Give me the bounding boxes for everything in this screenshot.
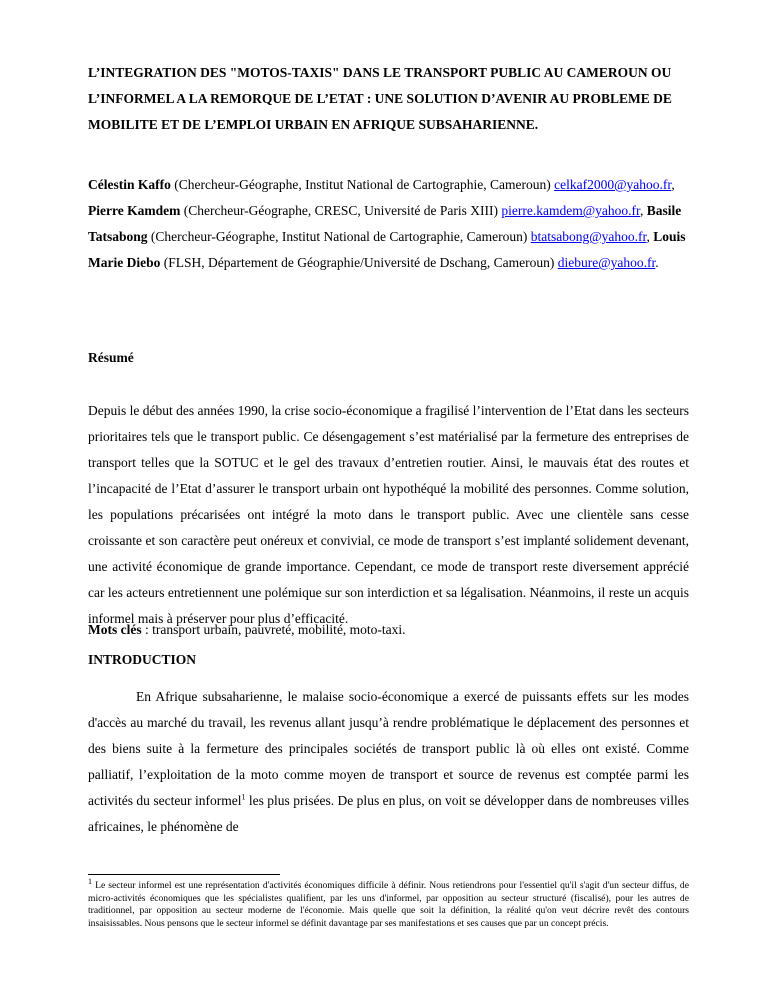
author-separator: , [646, 229, 654, 244]
author-name: Basile Tatsabong [88, 203, 682, 244]
footnote-divider [88, 874, 280, 875]
introduction-heading: INTRODUCTION [88, 652, 197, 667]
footnote-number: 1 [88, 876, 92, 886]
introduction-text [88, 684, 689, 840]
paper-title: L’INTEGRATION DES "MOTOS-TAXIS" DANS LE TRANSPORT PUBLIC AU CAMEROUN OU L’INFORMEL A LA REMORQUE DE L’ETAT : UNE SOLUTION D’AVENIR AU PROBLEME DE MOBILITE ET DE L’EMPLOI URBAIN EN AFRIQUE SUBSAHARIENNE. [88, 65, 672, 132]
author-email-link[interactable]: pierre.kamdem@yahoo.fr [501, 203, 640, 218]
author-block [88, 172, 698, 276]
author-separator: , [639, 203, 647, 218]
keywords [88, 622, 689, 638]
abstract-heading: Résumé [88, 350, 134, 365]
author-email-link[interactable]: btatsabong@yahoo.fr [530, 229, 647, 244]
author-email-link[interactable]: diebure@yahoo.fr [557, 255, 656, 270]
footnote-reference: 1 [241, 792, 246, 802]
author-affiliation: (FLSH, Département de Géographie/Université de Dschang, Cameroun) [160, 255, 558, 270]
author-name: Louis Marie Diebo [88, 229, 686, 270]
author-affiliation: (Chercheur-Géographe, CRESC, Université de Paris XIII) [180, 203, 502, 218]
intro-text-after: les plus prisées. De plus en plus, on voit se développer dans de nombreuses villes africaines, le phénomène de [88, 793, 689, 834]
author-separator: , [671, 177, 675, 192]
author-separator: . [655, 255, 659, 270]
author-name: Célestin Kaffo [88, 177, 171, 192]
abstract-text: Depuis le début des années 1990, la crise socio-économique a fragilisé l’intervention de l’Etat dans les secteurs prioritaires tels que le transport public. Ce désengagement s’est matérialisé par la fermeture des entreprises de transport telles que la SOTUC et le gel des travaux d’entretien routier. Ainsi, le mauvais état des routes et l’incapacité de l’Etat d’assurer le transport urbain ont hypothéqué la mobilité des personnes. Comme solution, les populations précarisées ont intégré la moto dans le transport public. Avec une clientèle sans cesse croissante et son caractère peut onéreux et convivial, ce mode de transport s’est implanté solidement devenant, une activité économique de grande importance. Cependant, ce mode de transport reste diversement apprécié car les acteurs entretiennent une polémique sur son interdiction et sa légalisation. Néanmoins, il reste un acquis informel mais à préserver pour plus d’efficacité. [88, 403, 689, 626]
keywords-text: : transport urbain, pauvreté, mobilité, moto-taxi. [141, 622, 406, 637]
intro-text-before: En Afrique subsaharienne, le malaise socio-économique a exercé de puissants effets sur les modes d'accès au marché du travail, les revenus allant jusqu’à rendre problématique le déplacement des personnes et des biens suite à la fermeture des principales sociétés de transport public là où elles ont existé. Comme palliatif, l’exploitation de la moto comme moyen de transport et source de revenus est comptée parmi les activités du secteur informel [88, 689, 689, 808]
footnote-text: Le secteur informel est une représentation d'activités économiques difficile à définir. Nous retiendrons pour l'essentiel qu'il s'agit d'un secteur diffus, de micro-activités économiques que les spécialistes qualifient, par les uns d'informel, par opposition au secteur structuré (fiscalisé), pour les autres de traditionnel, par opposition au secteur moderne de l'économie. Mais quelle que soit la définition, la réalité qu'on veut décrire revêt des contours insaisissables. Nous pensons que le secteur informel se définit davantage par ses manifestations et ses causes que par un concept précis. [88, 880, 689, 929]
author-affiliation: (Chercheur-Géographe, Institut National de Cartographie, Cameroun) [170, 177, 555, 192]
keywords-label: Mots clés [88, 622, 142, 637]
author-affiliation: (Chercheur-Géographe, Institut National de Cartographie, Cameroun) [147, 229, 531, 244]
author-name: Pierre Kamdem [88, 203, 181, 218]
footnote [88, 876, 689, 930]
author-email-link[interactable]: celkaf2000@yahoo.fr [554, 177, 672, 192]
